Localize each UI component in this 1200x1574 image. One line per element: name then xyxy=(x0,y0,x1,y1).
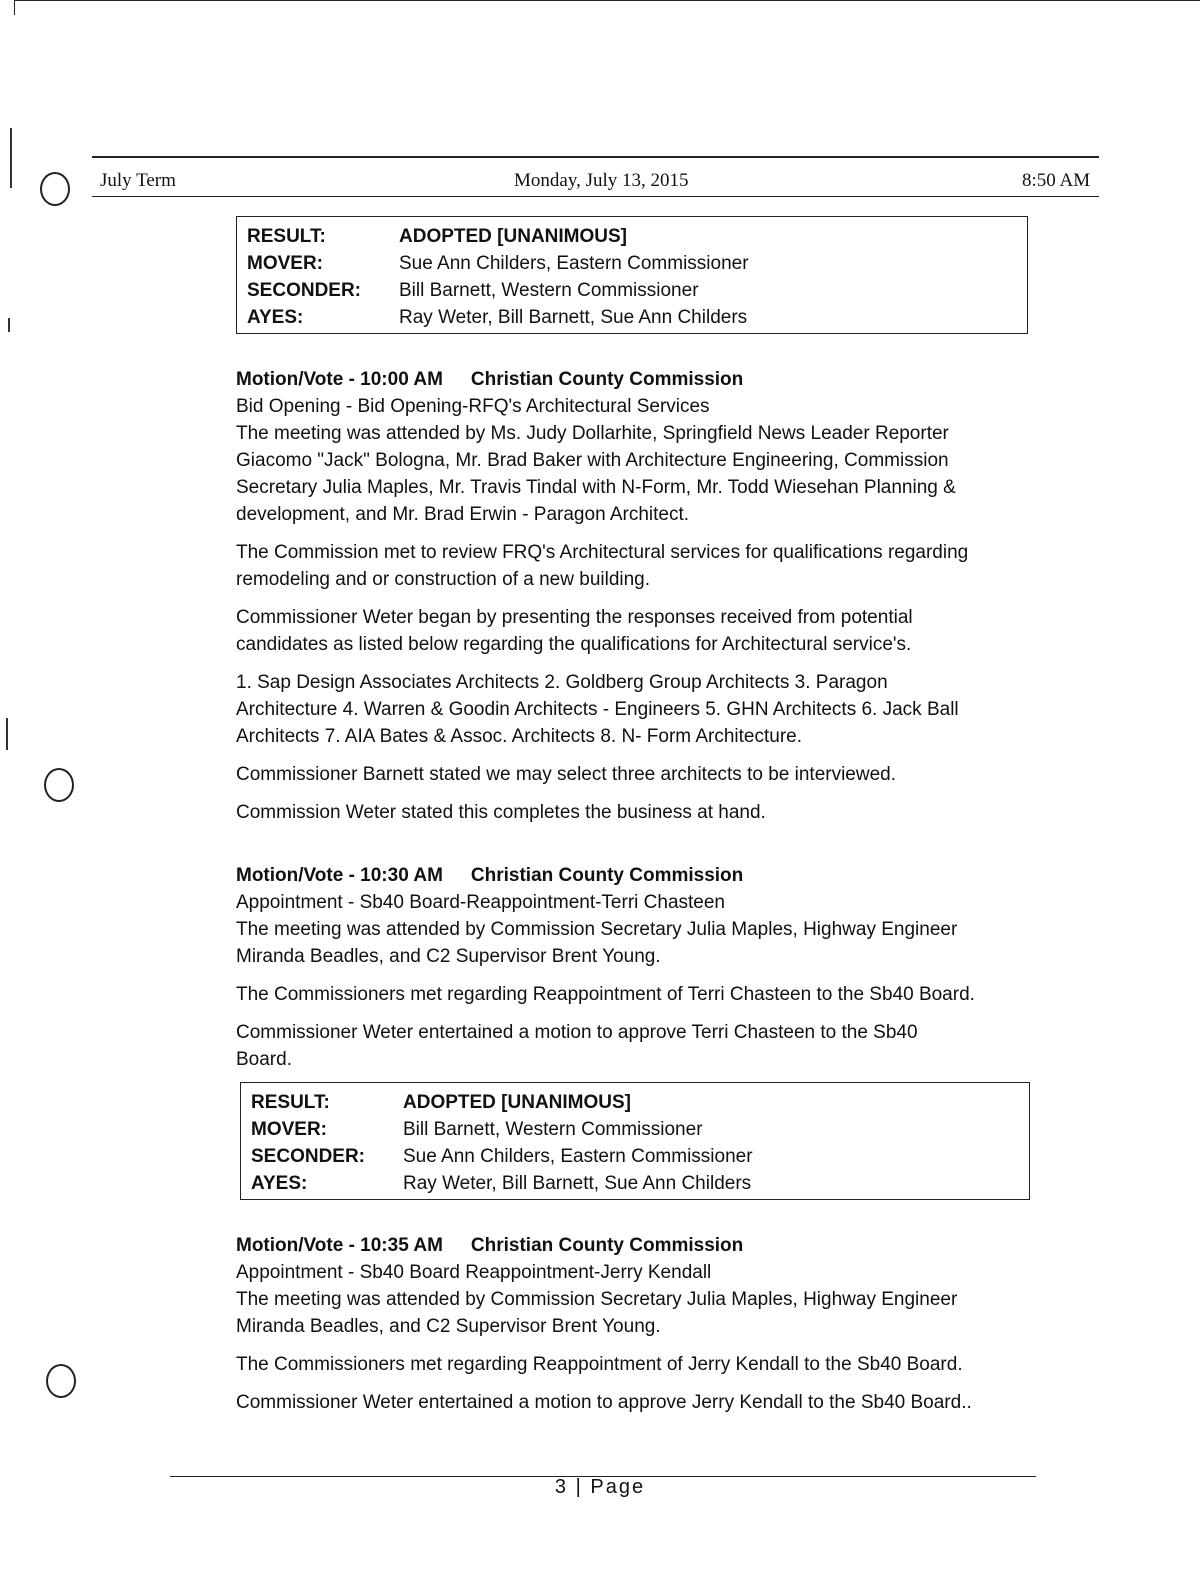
binder-hole-icon xyxy=(40,172,70,206)
attended-line: The meeting was attended by Commission Secretary Julia Maples, Highway Engineer xyxy=(236,919,958,940)
motion-org: Christian County Commission xyxy=(470,865,744,886)
paragraph-line: The Commissioners met regarding Reappointment of Terri Chasteen to the Sb40 Board. xyxy=(236,984,975,1005)
motion-org: Christian County Commission xyxy=(470,1235,744,1256)
ayes-label: AYES: xyxy=(251,1173,308,1194)
ayes-label: AYES: xyxy=(247,307,304,328)
paragraph-line: Commissioner Barnett stated we may select three architects to be interviewed. xyxy=(236,764,897,785)
header-date: Monday, July 13, 2015 xyxy=(514,170,689,191)
seconder-label: SECONDER: xyxy=(251,1146,366,1167)
paragraph-line: The Commissioners met regarding Reappointment of Jerry Kendall to the Sb40 Board. xyxy=(236,1354,963,1375)
attended-line: Miranda Beadles, and C2 Supervisor Brent Young. xyxy=(236,1316,661,1337)
mover-label: MOVER: xyxy=(251,1119,327,1140)
scan-mark xyxy=(8,318,10,332)
mover-value: Bill Barnett, Western Commissioner xyxy=(403,1119,703,1140)
header-time: 8:50 AM xyxy=(1022,170,1091,191)
page-number: 3 | Page xyxy=(554,1476,646,1498)
header-bottom-rule xyxy=(92,196,1099,197)
binder-hole-icon xyxy=(46,1364,76,1398)
paragraph-line: Commissioner Weter began by presenting the responses received from potential xyxy=(236,607,913,628)
scan-mark xyxy=(6,718,8,750)
scan-mark xyxy=(10,128,12,188)
paragraph-line: Commissioner Weter entertained a motion to approve Jerry Kendall to the Sb40 Board.. xyxy=(236,1392,972,1413)
motion-section-2 xyxy=(236,862,1036,1073)
architect-list-line: Architects 7. AIA Bates & Assoc. Architects 8. N- Form Architecture. xyxy=(236,726,802,747)
result-label: RESULT: xyxy=(251,1092,330,1113)
attended-line: Secretary Julia Maples, Mr. Travis Tindal with N-Form, Mr. Todd Wiesehan Planning & xyxy=(236,477,956,498)
attended-line: development, and Mr. Brad Erwin - Paragon Architect. xyxy=(236,504,690,525)
motion-section-3 xyxy=(236,1232,1036,1416)
binder-hole-icon xyxy=(44,768,74,802)
paragraph-line: remodeling and or construction of a new building. xyxy=(236,569,651,590)
attended-line: Miranda Beadles, and C2 Supervisor Brent Young. xyxy=(236,946,661,967)
motion-subject: Appointment - Sb40 Board Reappointment-Jerry Kendall xyxy=(236,1262,712,1283)
ayes-value: Ray Weter, Bill Barnett, Sue Ann Childers xyxy=(403,1173,752,1194)
architect-list-line: Architecture 4. Warren & Goodin Architects - Engineers 5. GHN Architects 6. Jack Ball xyxy=(236,699,959,720)
vote-result-box xyxy=(240,1082,1030,1200)
attended-line: The meeting was attended by Ms. Judy Dollarhite, Springfield News Leader Reporter xyxy=(236,423,949,444)
attended-line: Giacomo "Jack" Bologna, Mr. Brad Baker with Architecture Engineering, Commission xyxy=(236,450,949,471)
mover-label: MOVER: xyxy=(247,253,323,274)
ayes-value: Ray Weter, Bill Barnett, Sue Ann Childers xyxy=(399,307,748,328)
motion-subject: Bid Opening - Bid Opening-RFQ's Architectural Services xyxy=(236,396,710,417)
scan-frame-edge xyxy=(14,0,1200,15)
motion-heading: Motion/Vote - 10:30 AM xyxy=(236,865,443,886)
motion-heading: Motion/Vote - 10:35 AM xyxy=(236,1235,443,1256)
header-top-rule xyxy=(92,156,1099,158)
motion-subject: Appointment - Sb40 Board-Reappointment-Terri Chasteen xyxy=(236,892,725,913)
paragraph-line: Commission Weter stated this completes the business at hand. xyxy=(236,802,766,823)
result-value: ADOPTED [UNANIMOUS] xyxy=(403,1092,631,1113)
motion-heading: Motion/Vote - 10:00 AM xyxy=(236,369,443,390)
seconder-label: SECONDER: xyxy=(247,280,362,301)
motion-org: Christian County Commission xyxy=(470,369,744,390)
seconder-value: Bill Barnett, Western Commissioner xyxy=(399,280,699,301)
vote-result-box xyxy=(236,216,1028,334)
mover-value: Sue Ann Childers, Eastern Commissioner xyxy=(399,253,749,274)
result-label: RESULT: xyxy=(247,226,326,247)
paragraph-line: candidates as listed below regarding the qualifications for Architectural service's. xyxy=(236,634,912,655)
attended-line: The meeting was attended by Commission Secretary Julia Maples, Highway Engineer xyxy=(236,1289,958,1310)
seconder-value: Sue Ann Childers, Eastern Commissioner xyxy=(403,1146,753,1167)
motion-section-1 xyxy=(236,366,1036,826)
result-value: ADOPTED [UNANIMOUS] xyxy=(399,226,627,247)
paragraph-line: Board. xyxy=(236,1049,292,1070)
paragraph-line: Commissioner Weter entertained a motion to approve Terri Chasteen to the Sb40 xyxy=(236,1022,918,1043)
paragraph-line: The Commission met to review FRQ's Architectural services for qualifications regarding xyxy=(236,542,969,563)
architect-list-line: 1. Sap Design Associates Architects 2. Goldberg Group Architects 3. Paragon xyxy=(236,672,888,693)
header-term: July Term xyxy=(100,170,176,191)
